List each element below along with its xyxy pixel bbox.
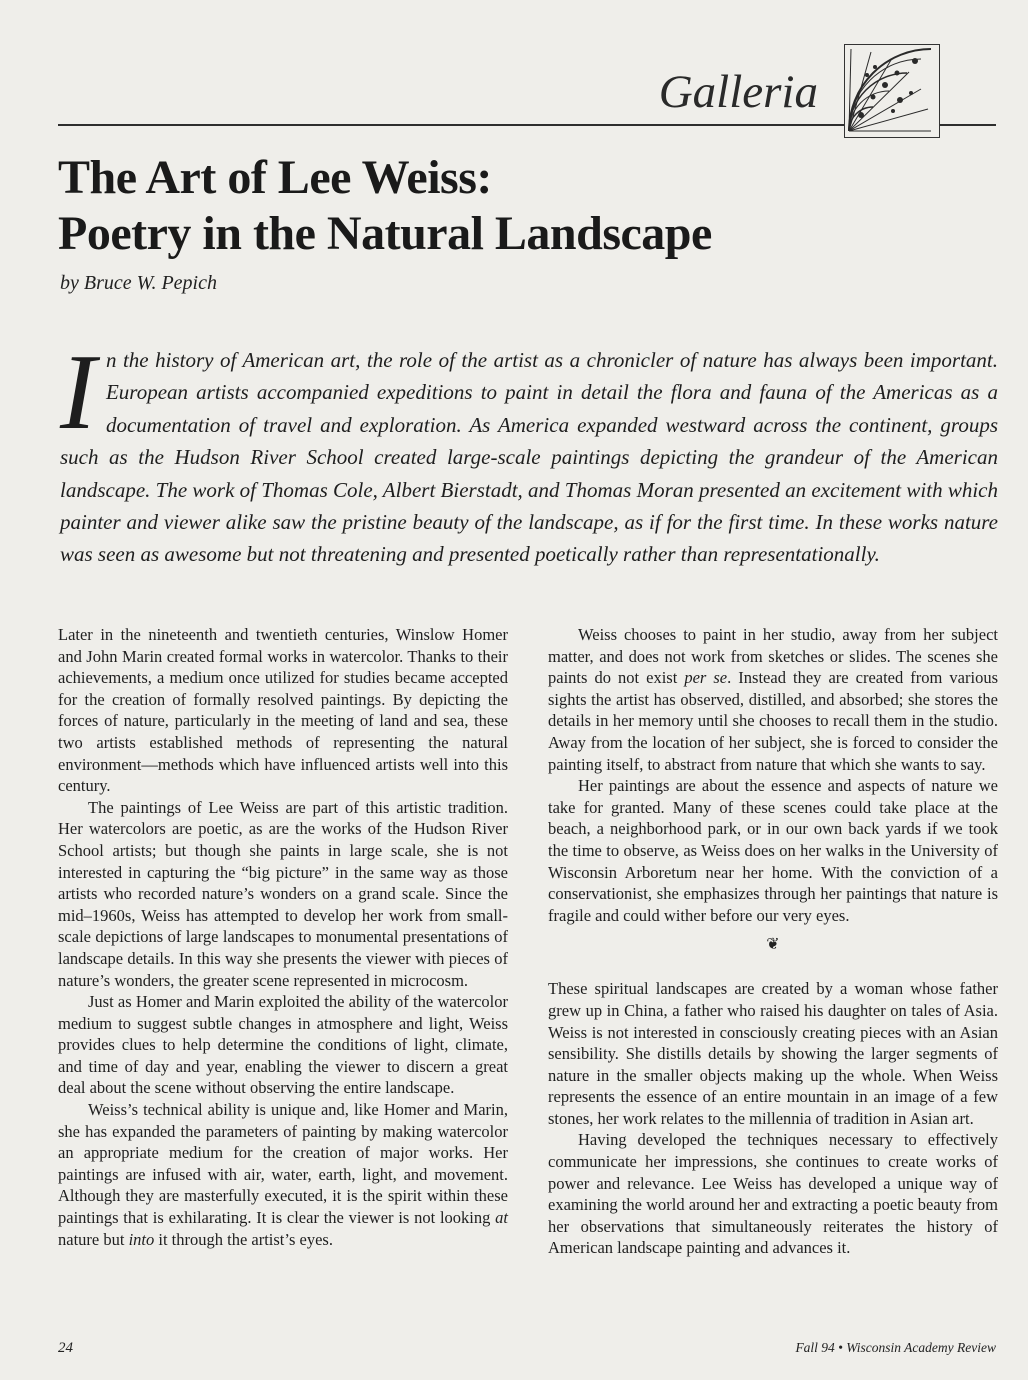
emphasis-per-se: per se bbox=[684, 668, 728, 688]
body-paragraph: These spiritual landscapes are created by a woman whose father grew up in China, a father who raised his daughter on tales of Asia. Weiss is not interested in consciously creating pieces with an Asian sensibility. She distills details by showing the larger segments of nature in the smaller objects making up the whole. When Weiss represents the essence of an entire mountain in an image of a few stones, her work relates to the millennia of tradition in Asian art. bbox=[548, 979, 998, 1128]
drop-cap: I bbox=[60, 333, 96, 452]
emphasis-at: at bbox=[495, 1208, 508, 1228]
body-paragraph: Just as Homer and Marin exploited the ability of the watercolor medium to suggest subtle changes in atmosphere and light, Weiss provides clues to help determine the conditions of light, climate, and time of day and year, enabling the viewer to discern a great deal about the scene without observing the entire landscape. bbox=[58, 992, 508, 1098]
body-paragraph: Her paintings are about the essence and aspects of nature we take for granted. Many of these scenes could take place at the beach, a neighborhood park, or in our own back yards if we took the time to observe, as Weiss does on her walks in the University of Wisconsin Arboretum near her home. With the conviction of a conservationist, she emphasizes through her paintings that nature is fragile and could wither before our very eyes. bbox=[548, 776, 998, 925]
fleuron-icon: ❦ bbox=[766, 936, 780, 954]
body-text: Weiss chooses to paint in her studio, away from her subject matter, and does not work from sketches or slides. The scenes she paints do not exist bbox=[548, 625, 998, 688]
body-paragraph: Later in the nineteenth and twentieth centuries, Winslow Homer and John Marin created formal works in watercolor. Thanks to their achievements, a medium once utilized for studies became accepted for the creation of formally resolved paintings. By depicting the forces of nature, particularly in the meeting of land and sea, these two artists established methods of representing the natural environment—methods which have influenced artists well into this century. bbox=[58, 625, 508, 796]
emphasis-into: into bbox=[128, 1229, 155, 1249]
fan-ornament-icon bbox=[845, 45, 939, 137]
intro-paragraph bbox=[60, 333, 998, 571]
left-column bbox=[58, 624, 508, 1250]
right-column bbox=[548, 624, 998, 1259]
body-paragraph: Having developed the techniques necessary to effectively communicate her impressions, she continues to create works of power and relevance. Lee Weiss has developed a unique way of examining the world around her and extracting a poetic beauty from her observations that simultaneously reiterates the history of American landscape painting and advances it. bbox=[548, 1130, 998, 1258]
body-text: . Instead they are created from various sights the artist has observed, distilled, and absorbed; she stores the details in her memory until she chooses to recall them in the studio. Away from the location of her subject, she is forced to consider the painting itself, to abstract from nature that which she wants to say. bbox=[548, 668, 998, 774]
section-ornament-icon bbox=[844, 44, 940, 138]
intro-text: n the history of American art, the role of the artist as a chronicler of nature has always been important. European artists accompanied expeditions to paint in detail the flora and fauna of the Americas as a documentation of travel and exploration. As America expanded westward across the continent, groups such as the Hudson River School created large-scale paintings depicting the grandeur of the American landscape. The work of Thomas Cole, Albert Bierstadt, and Thomas Moran presented an excitement with which painter and viewer alike saw the pristine beauty of the landscape, as if for the first time. In these works nature was seen as awesome but not threatening and presented poetically rather than representationally. bbox=[60, 348, 998, 567]
article-title-line1: The Art of Lee Weiss: bbox=[58, 151, 492, 204]
byline: by Bruce W. Pepich bbox=[60, 272, 217, 294]
page-number: 24 bbox=[58, 1340, 73, 1356]
body-paragraph: The paintings of Lee Weiss are part of this artistic tradition. Her watercolors are poetic, as are the works of the Hudson River School artists; but though she paints in large scale, she is not interested in capturing the “big picture” in the same way as those artists who recorded nature’s wonders on a grand scale. Since the mid–1960s, Weiss has attempted to develop her work from small-scale depictions of large landscapes to monumental presentations of landscape details. In this way she presents the viewer with pieces of nature’s wonders, the greater scene represented in microcosm. bbox=[58, 797, 508, 990]
body-text: Weiss’s technical ability is unique and, like Homer and Marin, she has expanded the parameters of painting by making watercolor an appropriate medium for the creation of major works. Her paintings are infused with air, water, earth, light, and movement. Although they are masterfully executed, it is the spirit within these paintings that is exhilarating. It is clear the viewer is not looking bbox=[58, 1100, 508, 1228]
body-paragraph bbox=[58, 1099, 508, 1250]
section-name: Galleria bbox=[658, 66, 818, 118]
body-text: it through the artist’s eyes. bbox=[154, 1229, 333, 1249]
body-paragraph bbox=[548, 624, 998, 775]
article-title-line2: Poetry in the Natural Landscape bbox=[58, 207, 712, 260]
running-footer: Fall 94 • Wisconsin Academy Review bbox=[795, 1340, 996, 1355]
body-text: nature but bbox=[58, 1229, 129, 1249]
article-title bbox=[58, 150, 758, 262]
